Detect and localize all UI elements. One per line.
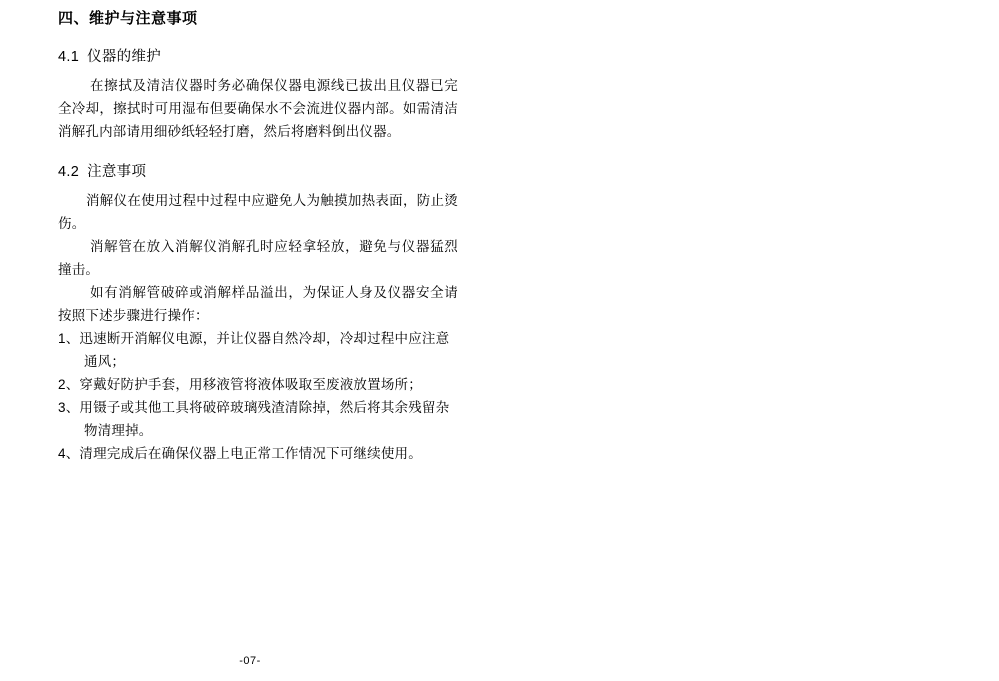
list-item [58, 396, 458, 442]
list-item-text: 穿戴好防护手套，用移液管将液体吸取至废液放置场所； [79, 377, 422, 392]
section-4-2 [58, 161, 458, 465]
section-4-2-title: 注意事项 [87, 164, 147, 180]
list-item-text: 迅速断开消解仪电源，并让仪器自然冷却，冷却过程中应注意通风； [79, 331, 450, 369]
list-item-marker: 4、 [58, 446, 80, 461]
section-4-1-heading [58, 46, 458, 68]
section-4-2-paragraph-2: 消解管在放入消解仪消解孔时应轻拿轻放，避免与仪器猛烈撞击。 [58, 239, 458, 277]
list-item-marker: 1、 [58, 331, 80, 346]
section-4-1-paragraph-1: 在擦拭及清洁仪器时务必确保仪器电源线已拔出且仪器已完全冷却，擦拭时可用湿布但要确保水不会流进仪器内部。如需清洁消解孔内部请用细砂纸轻轻打磨，然后将磨料倒出仪器。 [58, 78, 458, 139]
list-item [58, 373, 458, 396]
list-item [58, 442, 458, 465]
section-4-1-title: 仪器的维护 [87, 49, 162, 65]
list-item-marker: 2、 [58, 377, 80, 392]
section-spacer [58, 143, 458, 161]
page-content [58, 8, 458, 465]
section-4-2-heading [58, 161, 458, 183]
list-item-marker: 3、 [58, 400, 80, 415]
section-4-2-paragraph-3: 如有消解管破碎或消解样品溢出，为保证人身及仪器安全请按照下述步骤进行操作： [58, 285, 458, 323]
section-4-1 [58, 46, 458, 143]
section-4-2-number: 4.2 [58, 164, 80, 180]
section-4-1-number: 4.1 [58, 49, 80, 65]
list-item [58, 327, 458, 373]
safety-steps-list [58, 327, 458, 465]
section-4-2-paragraph-1: 消解仪在使用过程中过程中应避免人为触摸加热表面，防止烫伤。 [58, 193, 458, 231]
list-item-text: 用镊子或其他工具将破碎玻璃残渣清除掉，然后将其余残留杂物清理掉。 [79, 400, 450, 438]
page-number: -07- [239, 655, 261, 667]
list-item-text: 清理完成后在确保仪器上电正常工作情况下可继续使用。 [79, 446, 422, 461]
chapter-title: 四、维护与注意事项 [58, 10, 198, 27]
